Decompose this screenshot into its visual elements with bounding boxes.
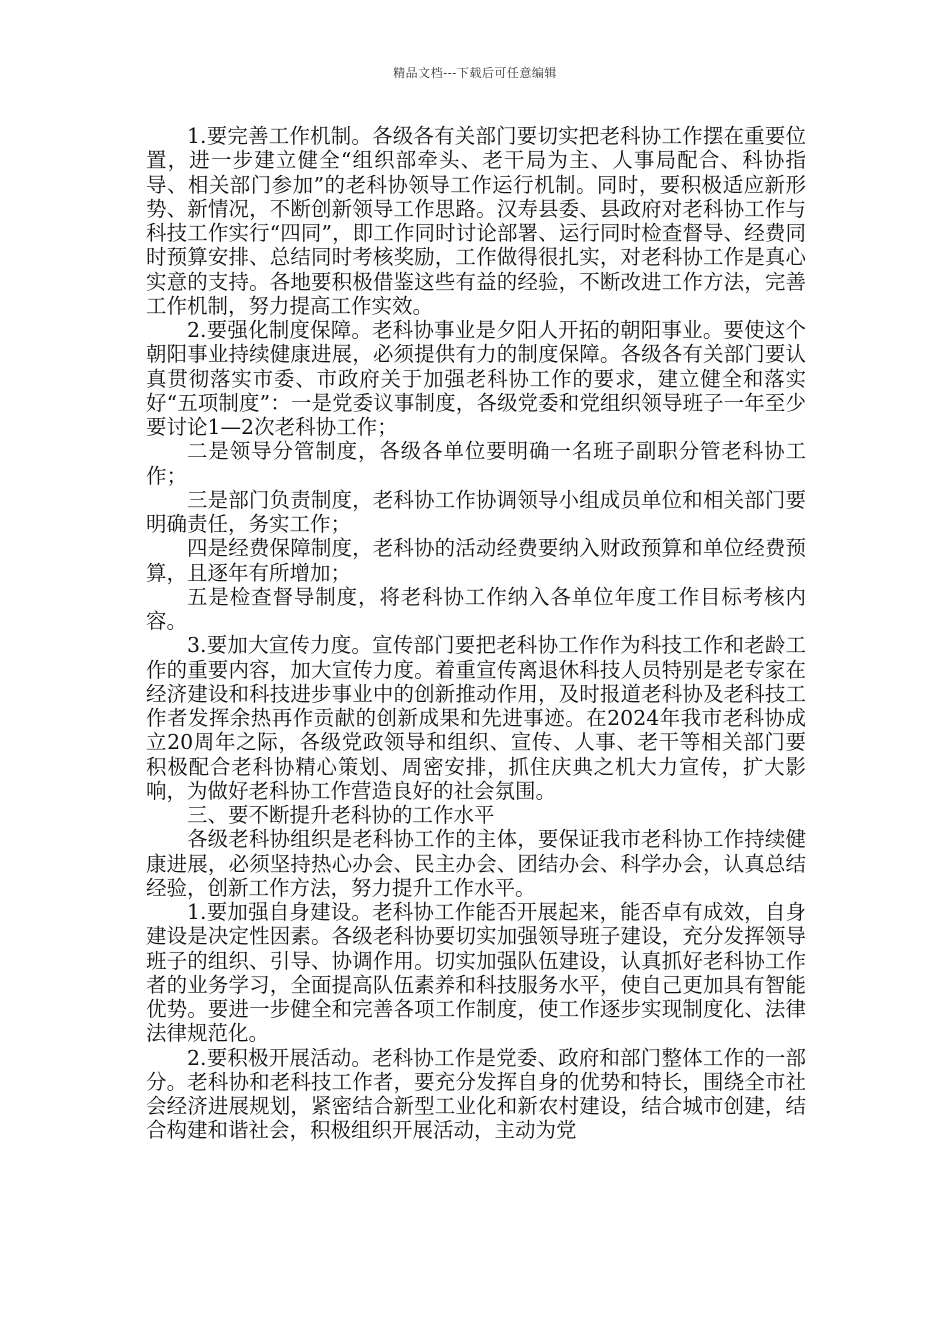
paragraph-system-guarantee: 2.要强化制度保障。老科协事业是夕阳人开拓的朝阳事业。要使这个朝阳事业持续健康进展，必须提供有力的制度保障。各级各有关部门要认真贯彻落实市委、市政府关于加强老科协工作的要求，建立健全和落实好“五项制度”：一是党委议事制度，各级党委和党组织领导班子一年至少要讨论1—2次老科协工作； (146, 318, 806, 439)
paragraph-self-building: 1.要加强自身建设。老科协工作能否开展起来，能否卓有成效，自身建设是决定性因素。各级老科协要切实加强领导班子建设，充分发挥领导班子的组织、引导、协调作用。切实加强队伍建设，认真抓好老科协工作者的业务学习，全面提高队伍素养和科技服务水平，使自己更加具有智能优势。要进一步健全和完善各项工作制度，使工作逐步实现制度化、法律法律规范化。 (146, 900, 806, 1046)
paragraph-funding-system: 四是经费保障制度，老科协的活动经费要纳入财政预算和单位经费预算，且逐年有所增加； (146, 536, 806, 585)
paragraph-activities: 2.要积极开展活动。老科协工作是党委、政府和部门整体工作的一部分。老科协和老科技工作者，要充分发挥自身的优势和特长，围绕全市社会经济进展规划，紧密结合新型工业化和新农村建设，结合城市创建，结合构建和谐社会，积极组织开展活动，主动为党 (146, 1045, 806, 1143)
paragraph-mechanism: 1.要完善工作机制。各级各有关部门要切实把老科协工作摆在重要位置，进一步建立健全“组织部牵头、老干局为主、人事局配合、科协指导、相关部门参加”的老科协领导工作运行机制。同时，要积极适应新形势、新情况，不断创新领导工作思路。汉寿县委、县政府对老科协工作与科技工作实行“四同”，即工作同时讨论部署、运行同时检查督导、经费同时预算安排、总结同时考核奖励，工作做得很扎实，对老科协工作是真心实意的支持。各地要积极借鉴这些有益的经验，不断改进工作方法，完善工作机制，努力提高工作实效。 (146, 124, 806, 318)
paragraph-leadership-system: 二是领导分管制度，各级各单位要明确一名班子副职分管老科协工作； (146, 439, 806, 488)
page-header: 精品文档---下载后可任意编辑 (393, 66, 557, 80)
document-body (146, 124, 806, 1143)
paragraph-supervision-system: 五是检查督导制度，将老科协工作纳入各单位年度工作目标考核内容。 (146, 584, 806, 633)
paragraph-section-intro: 各级老科协组织是老科协工作的主体，要保证我市老科协工作持续健康进展，必须坚持热心办会、民主办会、团结办会、科学办会，认真总结经验，创新工作方法，努力提升工作水平。 (146, 827, 806, 900)
paragraph-publicity: 3.要加大宣传力度。宣传部门要把老科协工作作为科技工作和老龄工作的重要内容，加大宣传力度。着重宣传离退休科技人员特别是老专家在经济建设和科技进步事业中的创新推动作用，及时报道老科协及老科技工作者发挥余热再作贡献的创新成果和先进事迹。在2024年我市老科协成立20周年之际，各级党政领导和组织、宣传、人事、老干等相关部门要积极配合老科协精心策划、周密安排，抓住庆典之机大力宣传，扩大影响，为做好老科协工作营造良好的社会氛围。 (146, 633, 806, 803)
section-heading: 三、要不断提升老科协的工作水平 (187, 803, 495, 827)
paragraph-department-system: 三是部门负责制度，老科协工作协调领导小组成员单位和相关部门要明确责任，务实工作； (146, 487, 806, 536)
